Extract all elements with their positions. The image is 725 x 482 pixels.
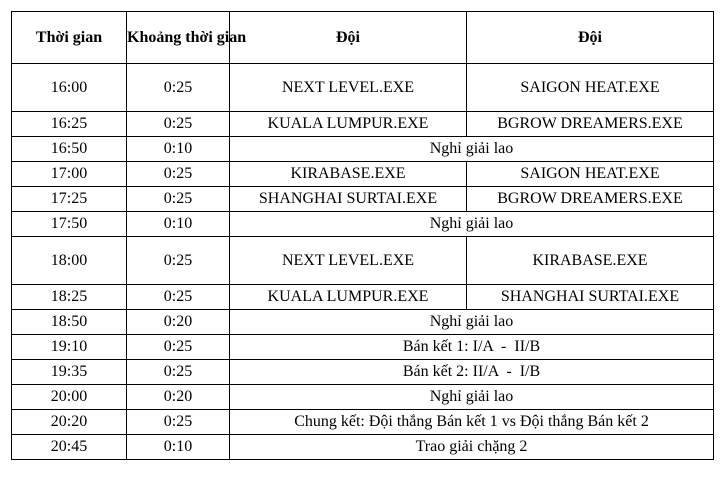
header-duration: Khoảng thời gian (127, 12, 230, 64)
duration-cell: 0:25 (127, 285, 230, 310)
time-cell: 19:35 (12, 360, 127, 385)
time-cell: 17:00 (12, 162, 127, 187)
time-cell: 17:25 (12, 187, 127, 212)
team-a-cell: SHANGHAI SURTAI.EXE (230, 187, 467, 212)
time-cell: 20:20 (12, 410, 127, 435)
duration-cell: 0:25 (127, 410, 230, 435)
team-b-cell: SAIGON HEAT.EXE (467, 64, 714, 112)
header-row (12, 12, 714, 64)
table-row (12, 137, 714, 162)
header-team-a: Đội (230, 12, 467, 64)
team-a-cell: KUALA LUMPUR.EXE (230, 285, 467, 310)
time-cell: 19:10 (12, 335, 127, 360)
time-cell: 16:00 (12, 64, 127, 112)
time-cell: 16:50 (12, 137, 127, 162)
duration-cell: 0:25 (127, 162, 230, 187)
table-row (12, 187, 714, 212)
team-b-cell: SAIGON HEAT.EXE (467, 162, 714, 187)
schedule-table (11, 11, 714, 460)
duration-cell: 0:10 (127, 137, 230, 162)
time-cell: 20:00 (12, 385, 127, 410)
event-cell: Bán kết 2: II/A - I/B (230, 360, 714, 385)
event-cell: Nghỉ giải lao (230, 310, 714, 335)
table-row (12, 385, 714, 410)
time-cell: 17:50 (12, 212, 127, 237)
time-cell: 16:25 (12, 112, 127, 137)
table-row (12, 310, 714, 335)
table-row (12, 162, 714, 187)
team-a-cell: KIRABASE.EXE (230, 162, 467, 187)
table-row (12, 410, 714, 435)
header-team-b: Đội (467, 12, 714, 64)
table-row (12, 285, 714, 310)
table-row (12, 435, 714, 460)
duration-cell: 0:10 (127, 212, 230, 237)
duration-cell: 0:25 (127, 64, 230, 112)
table-row (12, 237, 714, 285)
table-row (12, 112, 714, 137)
table-row (12, 360, 714, 385)
time-cell: 18:00 (12, 237, 127, 285)
event-cell: Chung kết: Đội thắng Bán kết 1 vs Đội thắng Bán kết 2 (230, 410, 714, 435)
table-row (12, 64, 714, 112)
time-cell: 20:45 (12, 435, 127, 460)
duration-cell: 0:25 (127, 360, 230, 385)
team-a-cell: NEXT LEVEL.EXE (230, 237, 467, 285)
time-cell: 18:50 (12, 310, 127, 335)
duration-cell: 0:25 (127, 187, 230, 212)
team-b-cell: BGROW DREAMERS.EXE (467, 112, 714, 137)
team-a-cell: NEXT LEVEL.EXE (230, 64, 467, 112)
duration-cell: 0:20 (127, 310, 230, 335)
duration-cell: 0:10 (127, 435, 230, 460)
duration-cell: 0:25 (127, 237, 230, 285)
event-cell: Nghỉ giải lao (230, 385, 714, 410)
team-b-cell: KIRABASE.EXE (467, 237, 714, 285)
duration-cell: 0:25 (127, 335, 230, 360)
event-cell: Nghỉ giải lao (230, 212, 714, 237)
time-cell: 18:25 (12, 285, 127, 310)
duration-cell: 0:20 (127, 385, 230, 410)
header-time: Thời gian (12, 12, 127, 64)
team-b-cell: BGROW DREAMERS.EXE (467, 187, 714, 212)
table-row (12, 335, 714, 360)
event-cell: Bán kết 1: I/A - II/B (230, 335, 714, 360)
duration-cell: 0:25 (127, 112, 230, 137)
team-a-cell: KUALA LUMPUR.EXE (230, 112, 467, 137)
event-cell: Trao giải chặng 2 (230, 435, 714, 460)
team-b-cell: SHANGHAI SURTAI.EXE (467, 285, 714, 310)
event-cell: Nghỉ giải lao (230, 137, 714, 162)
table-row (12, 212, 714, 237)
